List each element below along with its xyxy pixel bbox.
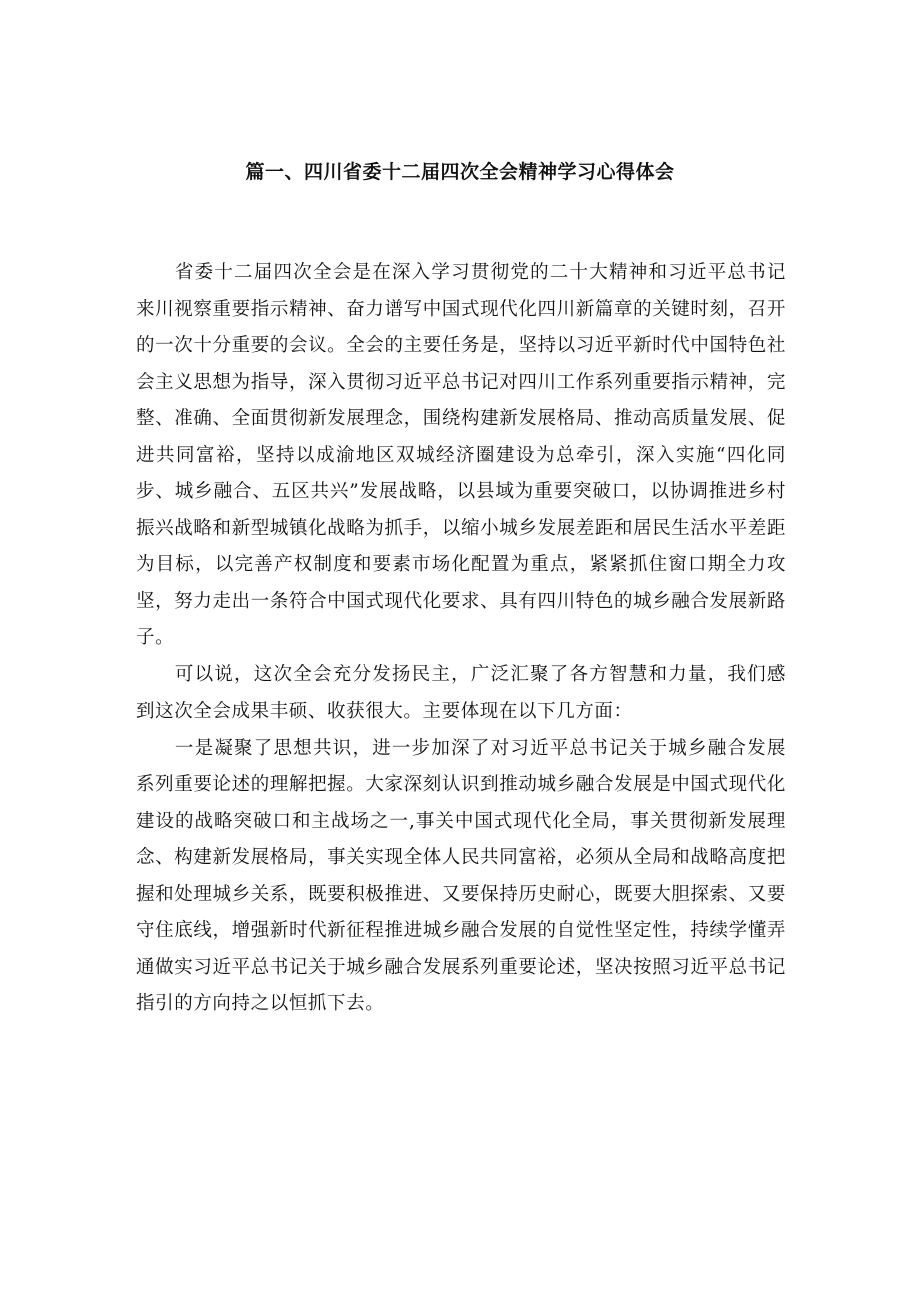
paragraph-point-one: 一是凝聚了思想共识，进一步加深了对习近平总书记关于城乡融合发展系列重要论述的理解把握。大家深刻认识到推动城乡融合发展是中国式现代化建设的战略突破口和主战场之一,事关中国式现代化全局，事关贯彻新发展理念、构建新发展格局，事关实现全体人民共同富裕，必须从全局和战略高度把握和处理城乡关系，既要积极推进、又要保持历史耐心，既要大胆探索、又要守住底线，增强新时代新征程推进城乡融合发展的自觉性坚定性，持续学懂弄通做实习近平总书记关于城乡融合发展系列重要论述，坚决按照习近平总书记指引的方向持之以恒抓下去。 [136, 737, 786, 1014]
paragraph-summary: 可以说，这次全会充分发扬民主，广泛汇聚了各方智慧和力量，我们感到这次全会成果丰硕、收获很大。主要体现在以下几方面： [136, 664, 786, 722]
document-body [136, 255, 786, 1023]
paragraph-intro: 省委十二届四次全会是在深入学习贯彻党的二十大精神和习近平总书记来川视察重要指示精神、奋力谱写中国式现代化四川新篇章的关键时刻，召开的一次十分重要的会议。全会的主要任务是，坚持以习近平新时代中国特色社会主义思想为指导，深入贯彻习近平总书记对四川工作系列重要指示精神，完整、准确、全面贯彻新发展理念，围绕构建新发展格局、推动高质量发展、促进共同富裕，坚持以成渝地区双城经济圈建设为总牵引，深入实施“四化同步、城乡融合、五区共兴”发展战略，以县域为重要突破口，以协调推进乡村振兴战略和新型城镇化战略为抓手，以缩小城乡发展差距和居民生活水平差距为目标，以完善产权制度和要素市场化配置为重点，紧紧抓住窗口期全力攻坚，努力走出一条符合中国式现代化要求、具有四川特色的城乡融合发展新路子。 [136, 262, 786, 648]
document-title: 篇一、四川省委十二届四次全会精神学习心得体会 [245, 161, 675, 183]
